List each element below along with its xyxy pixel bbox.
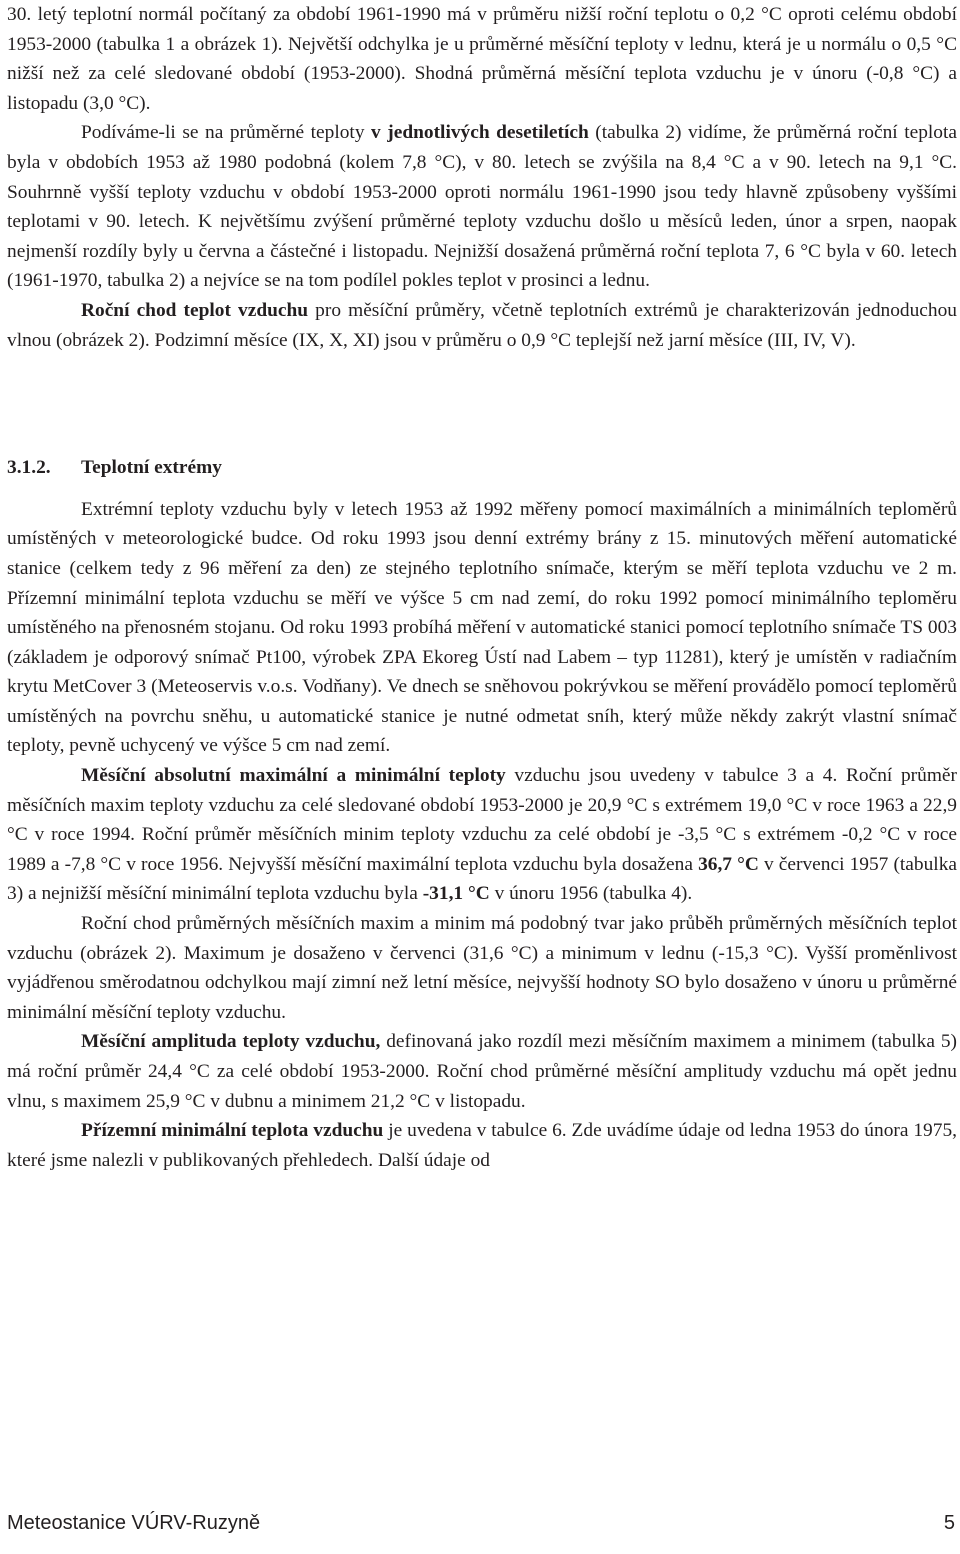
paragraph-normal-comparison: 30. letý teplotní normál počítaný za období 1961-1990 má v průměru nižší roční teplotu o 0,2 °C oproti celému období 1953-2000 (tabulka 1 a obrázek 1). Největší odchylka je u průměrné měsíční teploty v lednu, která je u normálu o 0,5 °C nižší než za celé sledované období (1953-2000). Shodná průměrná měsíční teplota vzduchu je v únoru (-0,8 °C) a listopadu (3,0 °C). [7, 4, 957, 114]
paragraph-ground-minimum: Přízemní minimální teplota vzduchu je uvedena v tabulce 6. Zde uvádíme údaje od ledna 1953 do února 1975, které jsme nalezli v publikovaných přehledech. Další údaje od [7, 1120, 957, 1171]
paragraph-extremes-measurement: Extrémní teploty vzduchu byly v letech 1953 až 1992 měřeny pomocí maximálních a minimálních teploměrů umístěných v meteorologické budce. Od roku 1993 jsou denní extrémy brány z 15. minutových měření automatické stanice (celkem tedy z 96 měření za den) ze stejného teplotního snímače, kterým se měří teplota vzduchu ve 2 m. Přízemní minimální teplota vzduchu se měří ve výšce 5 cm nad zemí, do roku 1992 pomocí minimálního teploměru umístěného na přenosném stojanu. Od roku 1993 probíhá měření v automatické stanici pomocí teplotního snímače TS 003 (základem je odporový snímač Pt100, výrobek ZPA Ekoreg Ústí nad Labem – typ 11281), který je umístěn v radiačním krytu MetCover 3 (Meteoservis v.o.s. Vodňany). Ve dnech se sněhovou pokrývkou se měření provádělo pomocí teploměrů umístěných na povrchu sněhu, u automatické stanice je nutné odmetat sníh, který může někdy zakrýt vlastní snímač teploty, pevně uchycený ve výšce 5 cm nad zemí. [7, 498, 957, 757]
section-number: 3.1.2. [7, 457, 51, 479]
paragraph-annual-course: Roční chod teplot vzduchu pro měsíční průměry, včetně teplotních extrémů je charakterizován jednoduchou vlnou (obrázek 2). Podzimní měsíce (IX, X, XI) jsou v průměru o 0,9 °C teplejší než jarní měsíce (III, IV, V). [7, 299, 958, 351]
emphasis-annual-course: Roční chod teplot vzduchu [81, 299, 309, 321]
emphasis-absolute-extremes: Měsíční absolutní maximální a minimální teploty [81, 765, 506, 787]
paragraph-decades: Podíváme-li se na průměrné teploty v jednotlivých desetiletích (tabulka 2) vidíme, že průměrná roční teplota byla v obdobích 1953 až 1980 podobná (kolem 7,8 °C), v 80. letech se zvýšila na 8,4 °C a v 90. letech na 9,1 °C. Souhrnně vyšší teploty vzduchu v období 1953-2000 oproti normálu 1961-1990 jsou tedy hlavně způsobeny vyššími teplotami v 90. letech. K největšímu zvýšení průměrné teploty vzduchu došlo u měsíců leden, únor a srpen, naopak nejmenší rozdíly byly u června a částečné i listopadu. Nejnižší dosažená průměrná roční teplota 7, 6 °C byla v 60. letech (1961-1970, tabulka 2) a nejvíce se na tom podílel pokles teplot v prosinci a lednu. [7, 122, 957, 292]
page-footer [7, 1512, 955, 1535]
emphasis-amplitude: Měsíční amplituda teploty vzduchu, [81, 1031, 381, 1053]
footer-station-name: Meteostanice VÚRV-Ruzyně [7, 1512, 261, 1534]
paragraph-max-min-course: Roční chod průměrných měsíčních maxim a minim má podobný tvar jako průběh průměrných měsíčních teplot vzduchu (obrázek 2). Maximum je dosaženo v červenci (31,6 °C) a minimum v lednu (-15,3 °C). Vyšší proměnlivost vyjádřenou směrodatnou odchylkou mají zimní než letní měsíce, nejvyšší hodnoty SO bylo dosaženo v únoru u průměrné minimální měsíční teploty vzduchu. [7, 913, 957, 1023]
emphasis-max-value: 36,7 °C [698, 853, 759, 875]
emphasis-ground-minimum: Přízemní minimální teplota vzduchu [81, 1120, 384, 1142]
paragraph-absolute-extremes: Měsíční absolutní maximální a minimální teploty vzduchu jsou uvedeny v tabulce 3 a 4. Roční průměr měsíčních maxim teploty vzduchu za celé sledované období 1953-2000 je 20,9 °C s extrémem 19,0 °C v roce 1963 a 22,9 °C v roce 1994. Roční průměr měsíčních minim teploty vzduchu za celé období je -3,5 °C s extrémem -0,2 °C v roce 1989 a -7,8 °C v roce 1956. Nejvyšší měsíční maximální teplota vzduchu byla dosažena 36,7 °C v červenci 1957 (tabulka 3) a nejnižší měsíční minimální teplota vzduchu byla -31,1 °C v únoru 1956 (tabulka 4). [7, 765, 957, 905]
emphasis-decades: v jednotlivých desetiletích [371, 122, 589, 144]
paragraph-amplitude: Měsíční amplituda teploty vzduchu, definovaná jako rozdíl mezi měsíčním maximem a minimem (tabulka 5) má roční průměr 24,4 °C za celé období 1953-2000. Roční chod průměrné měsíční amplitudy vzduchu má opět jednu vlnu, s maximem 25,9 °C v dubnu a minimem 21,2 °C v listopadu. [7, 1031, 957, 1112]
section-title: Teplotní extrémy [81, 457, 222, 479]
page-number: 5 [943, 1512, 955, 1534]
emphasis-min-value: -31,1 °C [422, 883, 490, 905]
document-page [7, 0, 957, 1175]
section-heading [7, 453, 957, 483]
